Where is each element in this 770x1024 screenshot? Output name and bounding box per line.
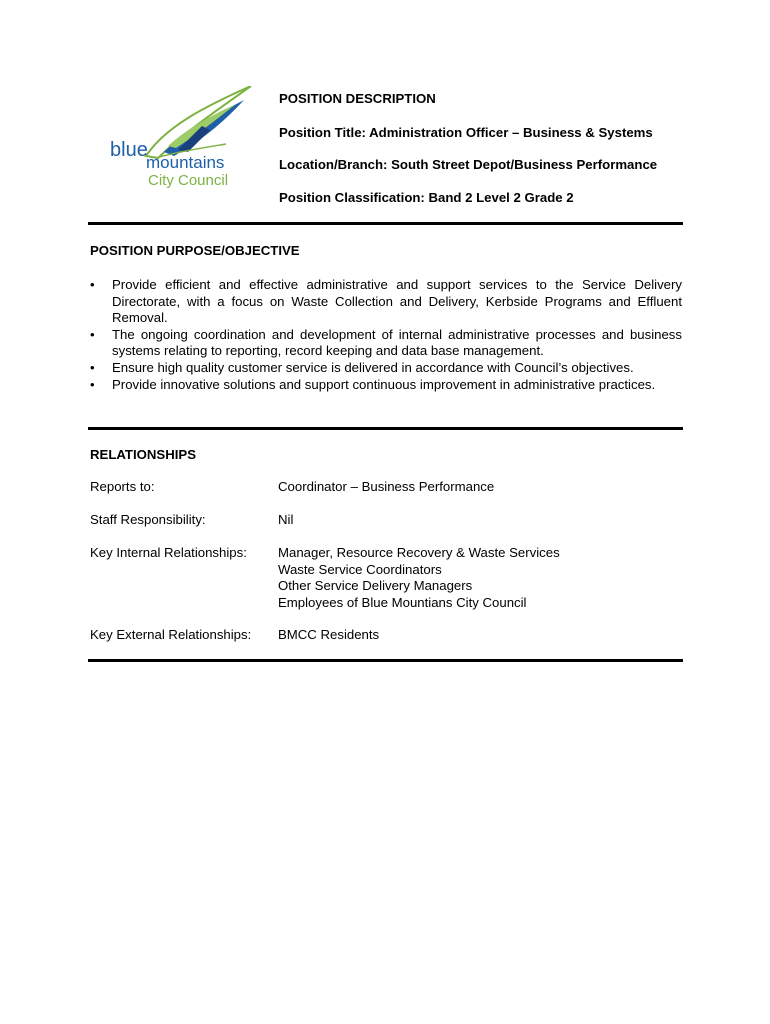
bullet-icon: •	[90, 277, 95, 292]
bullet-text: Ensure high quality customer service is delivered in accordance with Council’s objectives.	[112, 359, 634, 375]
staff-responsibility-value: Nil	[278, 512, 294, 527]
bullet-text: Provide innovative solutions and support continuous improvement in administrative practices.	[112, 376, 656, 392]
bullet-text: Provide efficient and effective administrative and support services to the Service Delivery Directorate, with a focus on Waste Collection and Delivery, Kerbside Programs and Effluent Removal.	[112, 277, 682, 326]
divider-rule	[88, 427, 683, 430]
bullet-icon: •	[90, 376, 95, 392]
relationships-section-title: RELATIONSHIPS	[90, 447, 196, 462]
document-title: POSITION DESCRIPTION	[279, 91, 436, 106]
internal-relationship-item: Employees of Blue Mountians City Council	[278, 595, 527, 610]
reports-to-label: Reports to:	[90, 479, 155, 494]
list-item	[90, 327, 682, 360]
purpose-bullet-list	[90, 277, 682, 393]
purpose-section-title: POSITION PURPOSE/OBJECTIVE	[90, 243, 300, 258]
blue-mountains-logo	[106, 86, 256, 191]
list-item	[90, 277, 682, 327]
location-branch: Location/Branch: South Street Depot/Business Performance	[279, 157, 658, 172]
logo-text-mountains: mountains	[146, 153, 225, 172]
position-classification: Position Classification: Band 2 Level 2 Grade 2	[279, 190, 574, 205]
internal-relationships-label: Key Internal Relationships:	[90, 545, 247, 560]
reports-to-value: Coordinator – Business Performance	[278, 479, 495, 494]
logo-text-blue: blue	[110, 139, 148, 161]
logo-leaf-outline	[146, 86, 251, 158]
internal-relationship-item: Other Service Delivery Managers	[278, 578, 473, 593]
list-item	[90, 377, 682, 394]
internal-relationship-item: Waste Service Coordinators	[278, 562, 442, 577]
divider-rule	[88, 222, 683, 225]
external-relationships-value: BMCC Residents	[278, 627, 380, 642]
bullet-text: The ongoing coordination and development of internal administrative processes and business systems relating to reporting, record keeping and data base management.	[112, 326, 682, 359]
staff-responsibility-label: Staff Responsibility:	[90, 512, 206, 527]
divider-rule	[88, 659, 683, 662]
bullet-icon: •	[90, 326, 95, 342]
external-relationships-label: Key External Relationships:	[90, 627, 252, 642]
internal-relationship-item: Manager, Resource Recovery & Waste Services	[278, 545, 560, 560]
list-item	[90, 360, 682, 377]
bullet-icon: •	[90, 359, 95, 375]
logo-text-city-council: City Council	[148, 172, 229, 189]
position-title: Position Title: Administration Officer – Business & Systems	[279, 125, 653, 140]
